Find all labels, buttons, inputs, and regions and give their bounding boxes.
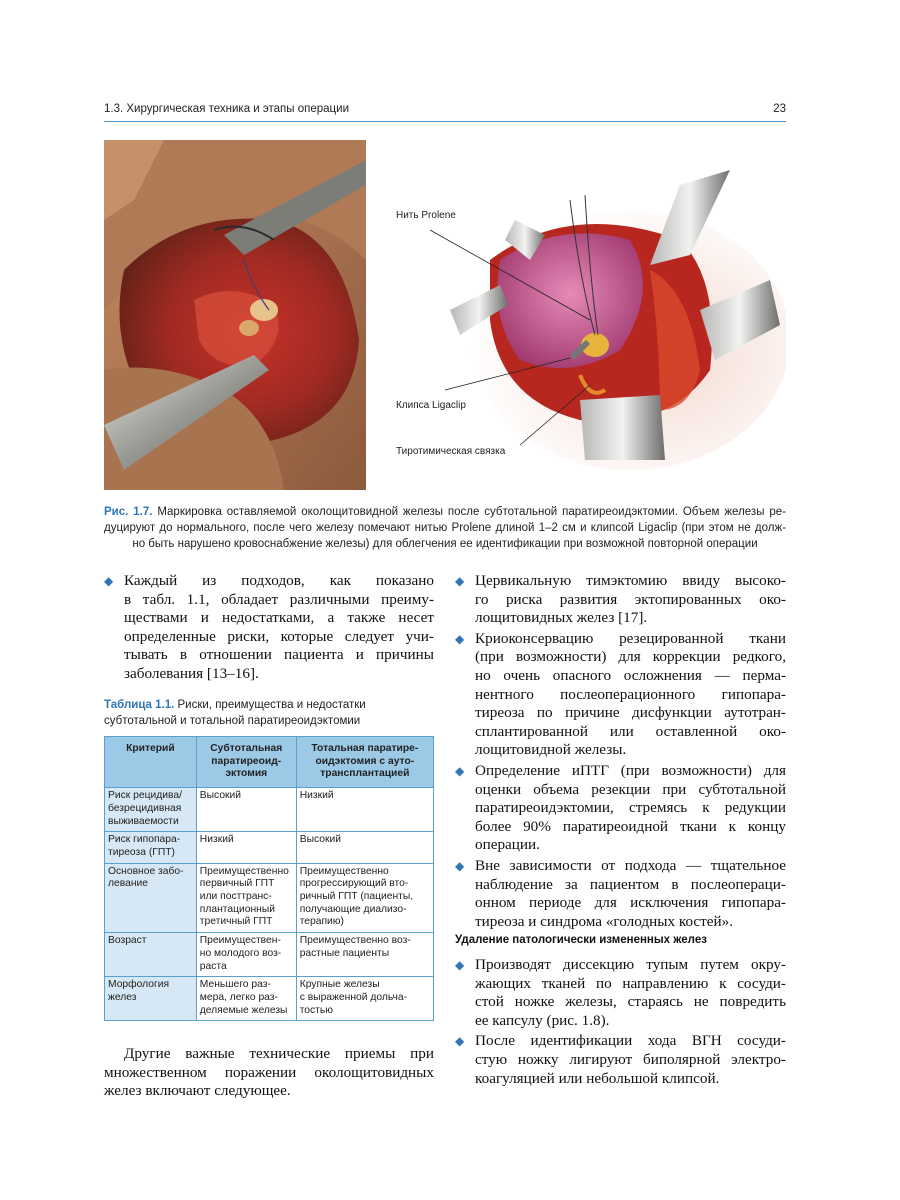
table-cell: Возраст <box>105 933 197 977</box>
table-cell: Преимуществен- но молодого воз- раста <box>196 933 296 977</box>
left-column <box>104 572 434 686</box>
table-cell: Основное забо- левание <box>105 863 197 933</box>
diamond-bullet-icon: ◆ <box>104 574 114 588</box>
bullet-item: ◆ Каждый из подходов, как показано в табл. 1.1, обладает различными преиму- ществами и недостатками, а также несет определенные риски, которые следует учи- тывать в отношении пациента и причины заболевания [13–16]. <box>104 572 434 682</box>
table-row <box>105 788 434 832</box>
table-cell: Преимущественно первичный ГПТ или посттранс- плантационный третичный ГПТ <box>196 863 296 933</box>
bullet-item: ◆ Производят диссекцию тупым путем окру- жающих тканей по направлению к сосуди- стой ножке железы, стараясь не повредить ее капсулу (рис. 1.8). <box>455 956 786 1029</box>
diamond-bullet-icon: ◆ <box>455 958 465 972</box>
surgical-illustration <box>390 140 786 490</box>
table-cell: Низкий <box>196 832 296 863</box>
table-title: Таблица 1.1. Риски, преимущества и недостатки субтотальной и тотальной паратиреоидэктомии <box>104 699 366 727</box>
table-row <box>105 977 434 1021</box>
right-column-lower <box>455 956 786 1090</box>
table-cell: Крупные железы с выраженной дольча- тостью <box>296 977 433 1021</box>
table-cell: Высокий <box>196 788 296 832</box>
table-row <box>105 863 434 933</box>
diamond-bullet-icon: ◆ <box>455 574 465 588</box>
right-column <box>455 572 786 933</box>
bullet-item: ◆ Определение иПТГ (при возможности) для оценки объема резекции при субтотальной паратиреоидэктомии, стремясь к редукции более 90% паратиреоидной ткани к концу операции. <box>455 761 786 854</box>
table-header-cell: Критерий <box>105 737 197 788</box>
table-header-cell: Тотальная паратире- оидэктомия с ауто- трансплантацией <box>296 737 433 788</box>
table-row <box>105 832 434 863</box>
figure-caption <box>104 504 786 552</box>
table-cell: Преимущественно воз- растные пациенты <box>296 933 433 977</box>
table-header-row <box>105 737 434 788</box>
table-cell: Низкий <box>296 788 433 832</box>
caption-label: Рис. 1.7. <box>104 506 153 518</box>
table-label: Таблица 1.1. <box>104 699 175 711</box>
risk-table <box>104 736 434 1021</box>
bullet-item: ◆ Вне зависимости от подхода — тщательное наблюдение за пациентом в послеопераци- онном периоде для исключения гипопара- тиреоза и синдрома «голодных костей». <box>455 856 786 930</box>
table-cell: Риск рецидива/ безрецидивная выживаемости <box>105 788 197 832</box>
label-ligaclip: Клипса Ligaclip <box>396 400 466 411</box>
running-head <box>104 101 786 121</box>
table-cell: Морфология желез <box>105 977 197 1021</box>
caption-line: дуцируют до нормального, после чего железу помечают нитью Prolene длиной 1–2 см и клипсой Ligaclip (при этом не долж- <box>104 522 786 534</box>
caption-line: но быть нарушено кровоснабжение железы) для облегчения ее идентификации при возможной повторной операции <box>132 538 758 550</box>
caption-line: Маркировка оставляемой околощитовидной железы после субтотальной паратиреоидэктомии. Объем железы ре- <box>157 506 786 518</box>
table-row <box>105 933 434 977</box>
table-cell: Риск гипопара- тиреоза (ГПТ) <box>105 832 197 863</box>
diamond-bullet-icon: ◆ <box>455 763 465 778</box>
diamond-bullet-icon: ◆ <box>455 631 465 646</box>
subheading: Удаление патологически измененных желез <box>455 934 707 946</box>
paragraph: Другие важные технические приемы при множественном поражении околощитовидных желез включают следующее. <box>104 1045 434 1100</box>
bullet-item: ◆ После идентификации хода ВГН сосуди- стую ножку лигируют биполярной электро- коагуляцией или небольшой клипсой. <box>455 1032 786 1087</box>
page-number: 23 <box>773 103 786 115</box>
diamond-bullet-icon: ◆ <box>455 1034 465 1049</box>
label-ligament: Тиротимическая связка <box>396 446 506 457</box>
table-cell: Меньшего раз- мера, легко раз- деляемые железы <box>196 977 296 1021</box>
bullet-item: ◆ Криоконсервацию резецированной ткани (при возможности) для коррекции редкого, но очень опасного осложнения — перма- нентного послеоперационного гипопара- тиреоза по причине дисфункции аутотран- сплантированной или оставленной око- лощитовидной железы. <box>455 629 786 759</box>
header-rule <box>104 121 786 122</box>
table-cell: Преимущественно прогрессирующий вто- ричный ГПТ (пациенты, получающие диализо- терапию) <box>296 863 433 933</box>
surgical-photo <box>104 140 366 490</box>
bullet-item: ◆ Цервикальную тимэктомию ввиду высоко- го риска развития эктопированных око- лощитовидных желез [17]. <box>455 572 786 627</box>
diamond-bullet-icon: ◆ <box>455 858 465 873</box>
section-title: 1.3. Хирургическая техника и этапы операции <box>104 103 349 115</box>
table-cell: Высокий <box>296 832 433 863</box>
table-header-cell: Субтотальная паратиреоид- эктомия <box>196 737 296 788</box>
label-prolene: Нить Prolene <box>396 210 456 221</box>
